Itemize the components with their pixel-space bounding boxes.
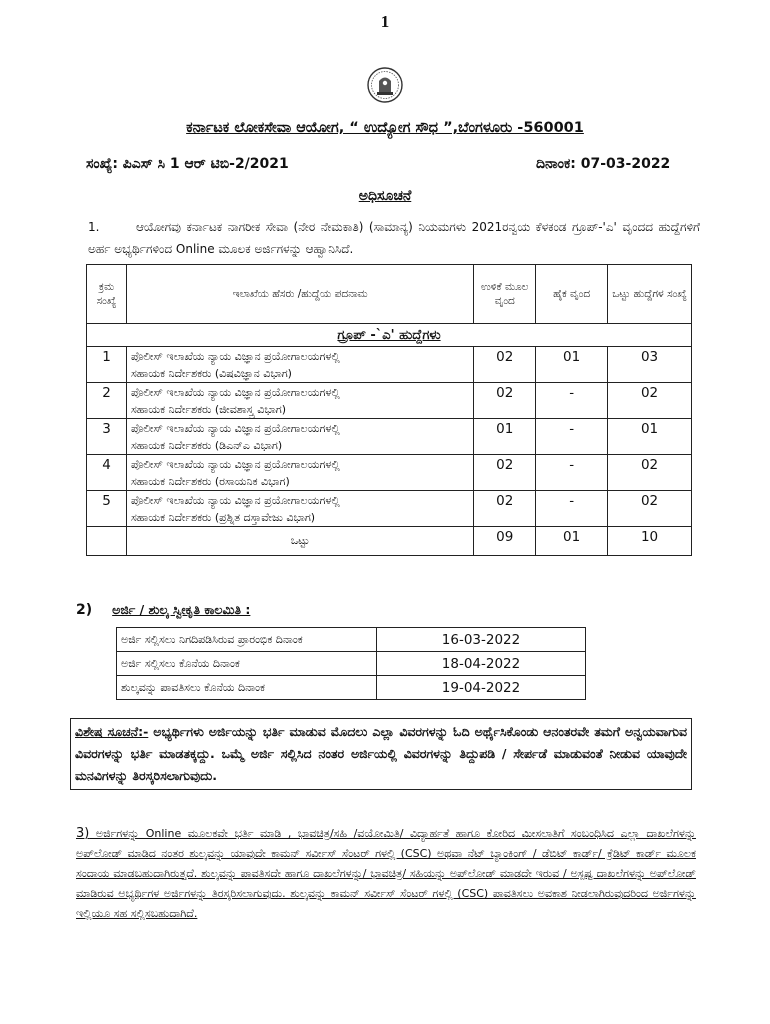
table-row (87, 419, 692, 455)
table-row (117, 628, 586, 652)
table-row (117, 652, 586, 676)
cell-sl: 3 (87, 419, 127, 455)
cell-post: ಪೊಲೀಸ್ ಇಲಾಖೆಯ ನ್ಯಾಯ ವಿಜ್ಞಾನ ಪ್ರಯೋಗಾಲಯಗಳಲ್ಲಿ ಸಹಾಯಕ ನಿರ್ದೇಶಕರು (ರಸಾಯನಿಕ ವಿಭಾಗ) (126, 455, 473, 491)
special-note-text: ಅಭ್ಯರ್ಥಿಗಳು ಅರ್ಜಿಯನ್ನು ಭರ್ತಿ ಮಾಡುವ ಮೊದಲು ಎಲ್ಲಾ ವಿವರಗಳನ್ನು ಓದಿ ಅರ್ಥೈಸಿಕೊಂಡು ಆನಂತರವೇ ತಮಗೆ ಅನ್ವಯವಾಗುವ ವಿವರಗಳನ್ನು ಭರ್ತಿ ಮಾಡತಕ್ಕದ್ದು. ಒಮ್ಮೆ ಅರ್ಜಿ ಸಲ್ಲಿಸಿದ ನಂತರ ಅರ್ಜಿಯಲ್ಲಿ ವಿವರಗಳನ್ನು ತಿದ್ದುಪಡಿ / ಸೇರ್ಪಡೆ ಮಾಡುವಂತೆ ನೀಡುವ ಯಾವುದೇ ಮನವಿಗಳನ್ನು ತಿರಸ್ಕರಿಸಲಾಗುವುದು. (75, 724, 688, 783)
cell-hk: - (536, 383, 608, 419)
paragraph-3-text: ಅರ್ಜಿಗಳನ್ನು Online ಮೂಲಕವೇ ಭರ್ತಿ ಮಾಡಿ , ಭಾವಚಿತ್ರ/ಸಹಿ /ವಯೋಮಿತಿ/ ವಿದ್ಯಾರ್ಹತೆ ಹಾಗೂ ಕೋರಿದ ಮೀಸಲಾತಿಗೆ ಸಂಬಂಧಿಸಿದ ಎಲ್ಲಾ ದಾಖಲೆಗಳನ್ನು ಅಪ್‌ಲೋಡ್ ಮಾಡಿದ ನಂತರ ಶುಲ್ಕವನ್ನು ಯಾವುದೇ ಕಾಮನ್ ಸರ್ವೀಸ್ ಸೆಂಟರ್ ಗಳಲ್ಲಿ (CSC) ಅಥವಾ ನೆಟ್ ಬ್ಯಾಂಕಿಂಗ್ / ಡೆಬಿಟ್ ಕಾರ್ಡ್/ ಕ್ರೆಡಿಟ್ ಕಾರ್ಡ್ ಮೂಲಕ ಸಂದಾಯ ಮಾಡಬಹುದಾಗಿರುತ್ತದೆ. ಶುಲ್ಕವನ್ನು ಪಾವತಿಸದೇ ಹಾಗೂ ದಾಖಲೆಗಳನ್ನು/ ಭಾವಚಿತ್ರ/ ಸಹಿಯನ್ನು ಅಪ್‌ಲೋಡ್ ಮಾಡದೇ ಇರುವ / ಅಸ್ಪಷ್ಟ ದಾಖಲೆಗಳನ್ನು ಅಪ್‌ಲೋಡ್ ಮಾಡಿರುವ ಅಭ್ಯರ್ಥಿಗಳ ಅರ್ಜಿಗಳನ್ನು ತಿರಸ್ಕರಿಸಲಾಗುವುದು. ಶುಲ್ಕವನ್ನು ಕಾಮನ್ ಸರ್ವೀಸ್ ಸೆಂಟರ್ ಗಳಲ್ಲಿ (CSC) ಪಾವತಿಸಲು ಅವಕಾಶ ನೀಡಲಾಗಿರುವುದರಿಂದ ಅರ್ಜಿಗಳನ್ನು ಇಲ್ಲಿಯೂ ಸಹ ಸಲ್ಲಿಸಬಹುದಾಗಿದೆ. (76, 827, 696, 920)
header-sl-no: ಕ್ರಮ ಸಂಖ್ಯೆ (87, 265, 127, 324)
table-row (87, 383, 692, 419)
table-row (87, 491, 692, 527)
date-value: 16-03-2022 (377, 628, 586, 652)
paragraph-1 (88, 216, 700, 260)
date-label: ಅರ್ಜಿ ಸಲ್ಲಿಸಲು ಕೊನೆಯ ದಿನಾಂಕ (117, 652, 377, 676)
cell-post: ಪೊಲೀಸ್ ಇಲಾಖೆಯ ನ್ಯಾಯ ವಿಜ್ಞಾನ ಪ್ರಯೋಗಾಲಯಗಳಲ್ಲಿ ಸಹಾಯಕ ನಿರ್ದೇಶಕರು (ಜೀವಶಾಸ್ತ್ರ ವಿಭಾಗ) (126, 383, 473, 419)
vacancy-table (86, 264, 692, 556)
cell-residual: 02 (474, 455, 536, 491)
cell-sl: 1 (87, 347, 127, 383)
date-label: ಶುಲ್ಕವನ್ನು ಪಾವತಿಸಲು ಕೊನೆಯ ದಿನಾಂಕ (117, 676, 377, 700)
total-total: 10 (608, 527, 692, 556)
paragraph-1-text: ಆಯೋಗವು ಕರ್ನಾಟಕ ನಾಗರೀಕ ಸೇವಾ (ನೇರ ನೇಮಕಾತಿ) (ಸಾಮಾನ್ಯ) ನಿಯಮಗಳು 2021ರನ್ವಯ ಕೆಳಕಂಡ ಗ್ರೂಪ್-'ಎ' ವೃಂದದ ಹುದ್ದೆಗಳಿಗೆ ಅರ್ಹ ಅಭ್ಯರ್ಥಿಗಳಿಂದ Online ಮೂಲಕ ಅರ್ಜಿಗಳನ್ನು ಆಹ್ವಾನಿಸಿದೆ. (88, 220, 700, 256)
cell-total: 02 (608, 491, 692, 527)
cell-residual: 02 (474, 383, 536, 419)
total-row (87, 527, 692, 556)
notification-date: ದಿನಾಂಕ: 07-03-2022 (536, 156, 671, 172)
table-row (87, 455, 692, 491)
section-2-heading (76, 602, 250, 618)
group-row (87, 324, 692, 347)
paragraph-1-number: 1. (88, 220, 100, 234)
special-note-lead: ವಿಶೇಷ ಸೂಚನೆ:- (75, 724, 149, 739)
table-header-row (87, 265, 692, 324)
cell-hk: - (536, 455, 608, 491)
cell-total: 02 (608, 383, 692, 419)
reference-number: ಸಂಖ್ಯೆ: ಪಿಎಸ್ ಸಿ 1 ಆರ್ ಟಿಬಿ-2/2021 (86, 156, 289, 172)
cell-post: ಪೊಲೀಸ್ ಇಲಾಖೆಯ ನ್ಯಾಯ ವಿಜ್ಞಾನ ಪ್ರಯೋಗಾಲಯಗಳಲ್ಲಿ ಸಹಾಯಕ ನಿರ್ದೇಶಕರು (ಪ್ರಶ್ನಿತ ದಸ್ತಾವೇಜು ವಿಭಾಗ) (126, 491, 473, 527)
cell-hk: 01 (536, 347, 608, 383)
cell-total: 01 (608, 419, 692, 455)
cell-sl: 4 (87, 455, 127, 491)
date-label: ಅರ್ಜಿ ಸಲ್ಲಿಸಲು ನಿಗದಿಪಡಿಸಿರುವ ಪ್ರಾರಂಭಿಕ ದಿನಾಂಕ (117, 628, 377, 652)
government-emblem-icon (366, 66, 404, 104)
section-2-title: ಅರ್ಜಿ / ಶುಲ್ಕ ಸ್ವೀಕೃತಿ ಕಾಲಮಿತಿ : (112, 602, 251, 617)
table-row (87, 347, 692, 383)
cell-residual: 01 (474, 419, 536, 455)
header-total: ಒಟ್ಟು ಹುದ್ದೆಗಳ ಸಂಖ್ಯೆ (608, 265, 692, 324)
header-residual: ಉಳಿಕೆ ಮೂಲ ವೃಂದ (474, 265, 536, 324)
cell-hk: - (536, 491, 608, 527)
cell-total: 02 (608, 455, 692, 491)
commission-header: ಕರ್ನಾಟಕ ಲೋಕಸೇವಾ ಆಯೋಗ, “ ಉದ್ಯೋಗ ಸೌಧ ”,ಬೆಂಗಳೂರು -560001 (186, 120, 584, 136)
cell-total: 03 (608, 347, 692, 383)
date-value: 19-04-2022 (377, 676, 586, 700)
cell-post: ಪೊಲೀಸ್ ಇಲಾಖೆಯ ನ್ಯಾಯ ವಿಜ್ಞಾನ ಪ್ರಯೋಗಾಲಯಗಳಲ್ಲಿ ಸಹಾಯಕ ನಿರ್ದೇಶಕರು (ವಿಷವಿಜ್ಞಾನ ವಿಭಾಗ) (126, 347, 473, 383)
paragraph-3 (76, 824, 696, 924)
page-number: 1 (380, 12, 390, 31)
cell-sl: 2 (87, 383, 127, 419)
paragraph-3-number: 3) (76, 826, 90, 841)
notification-title: ಅಧಿಸೂಚನೆ (358, 188, 412, 204)
cell-residual: 02 (474, 347, 536, 383)
special-note-box (70, 718, 692, 790)
dates-table (116, 627, 586, 700)
cell-hk: - (536, 419, 608, 455)
cell-post: ಪೊಲೀಸ್ ಇಲಾಖೆಯ ನ್ಯಾಯ ವಿಜ್ಞಾನ ಪ್ರಯೋಗಾಲಯಗಳಲ್ಲಿ ಸಹಾಯಕ ನಿರ್ದೇಶಕರು (ಡಿಎನ್‌ಎ ವಿಭಾಗ) (126, 419, 473, 455)
cell-sl: 5 (87, 491, 127, 527)
cell-residual: 02 (474, 491, 536, 527)
header-post: ಇಲಾಖೆಯ ಹೆಸರು /ಹುದ್ದೆಯ ಪದನಾಮ (126, 265, 473, 324)
group-title: ಗ್ರೂಪ್ -`ಎ' ಹುದ್ದೆಗಳು (337, 327, 441, 343)
total-hk: 01 (536, 527, 608, 556)
total-residual: 09 (474, 527, 536, 556)
total-label: ಒಟ್ಟು (126, 527, 473, 556)
section-2-number: 2) (76, 602, 93, 618)
header-hk: ಹೈಕ ವೃಂದ (536, 265, 608, 324)
date-value: 18-04-2022 (377, 652, 586, 676)
table-row (117, 676, 586, 700)
